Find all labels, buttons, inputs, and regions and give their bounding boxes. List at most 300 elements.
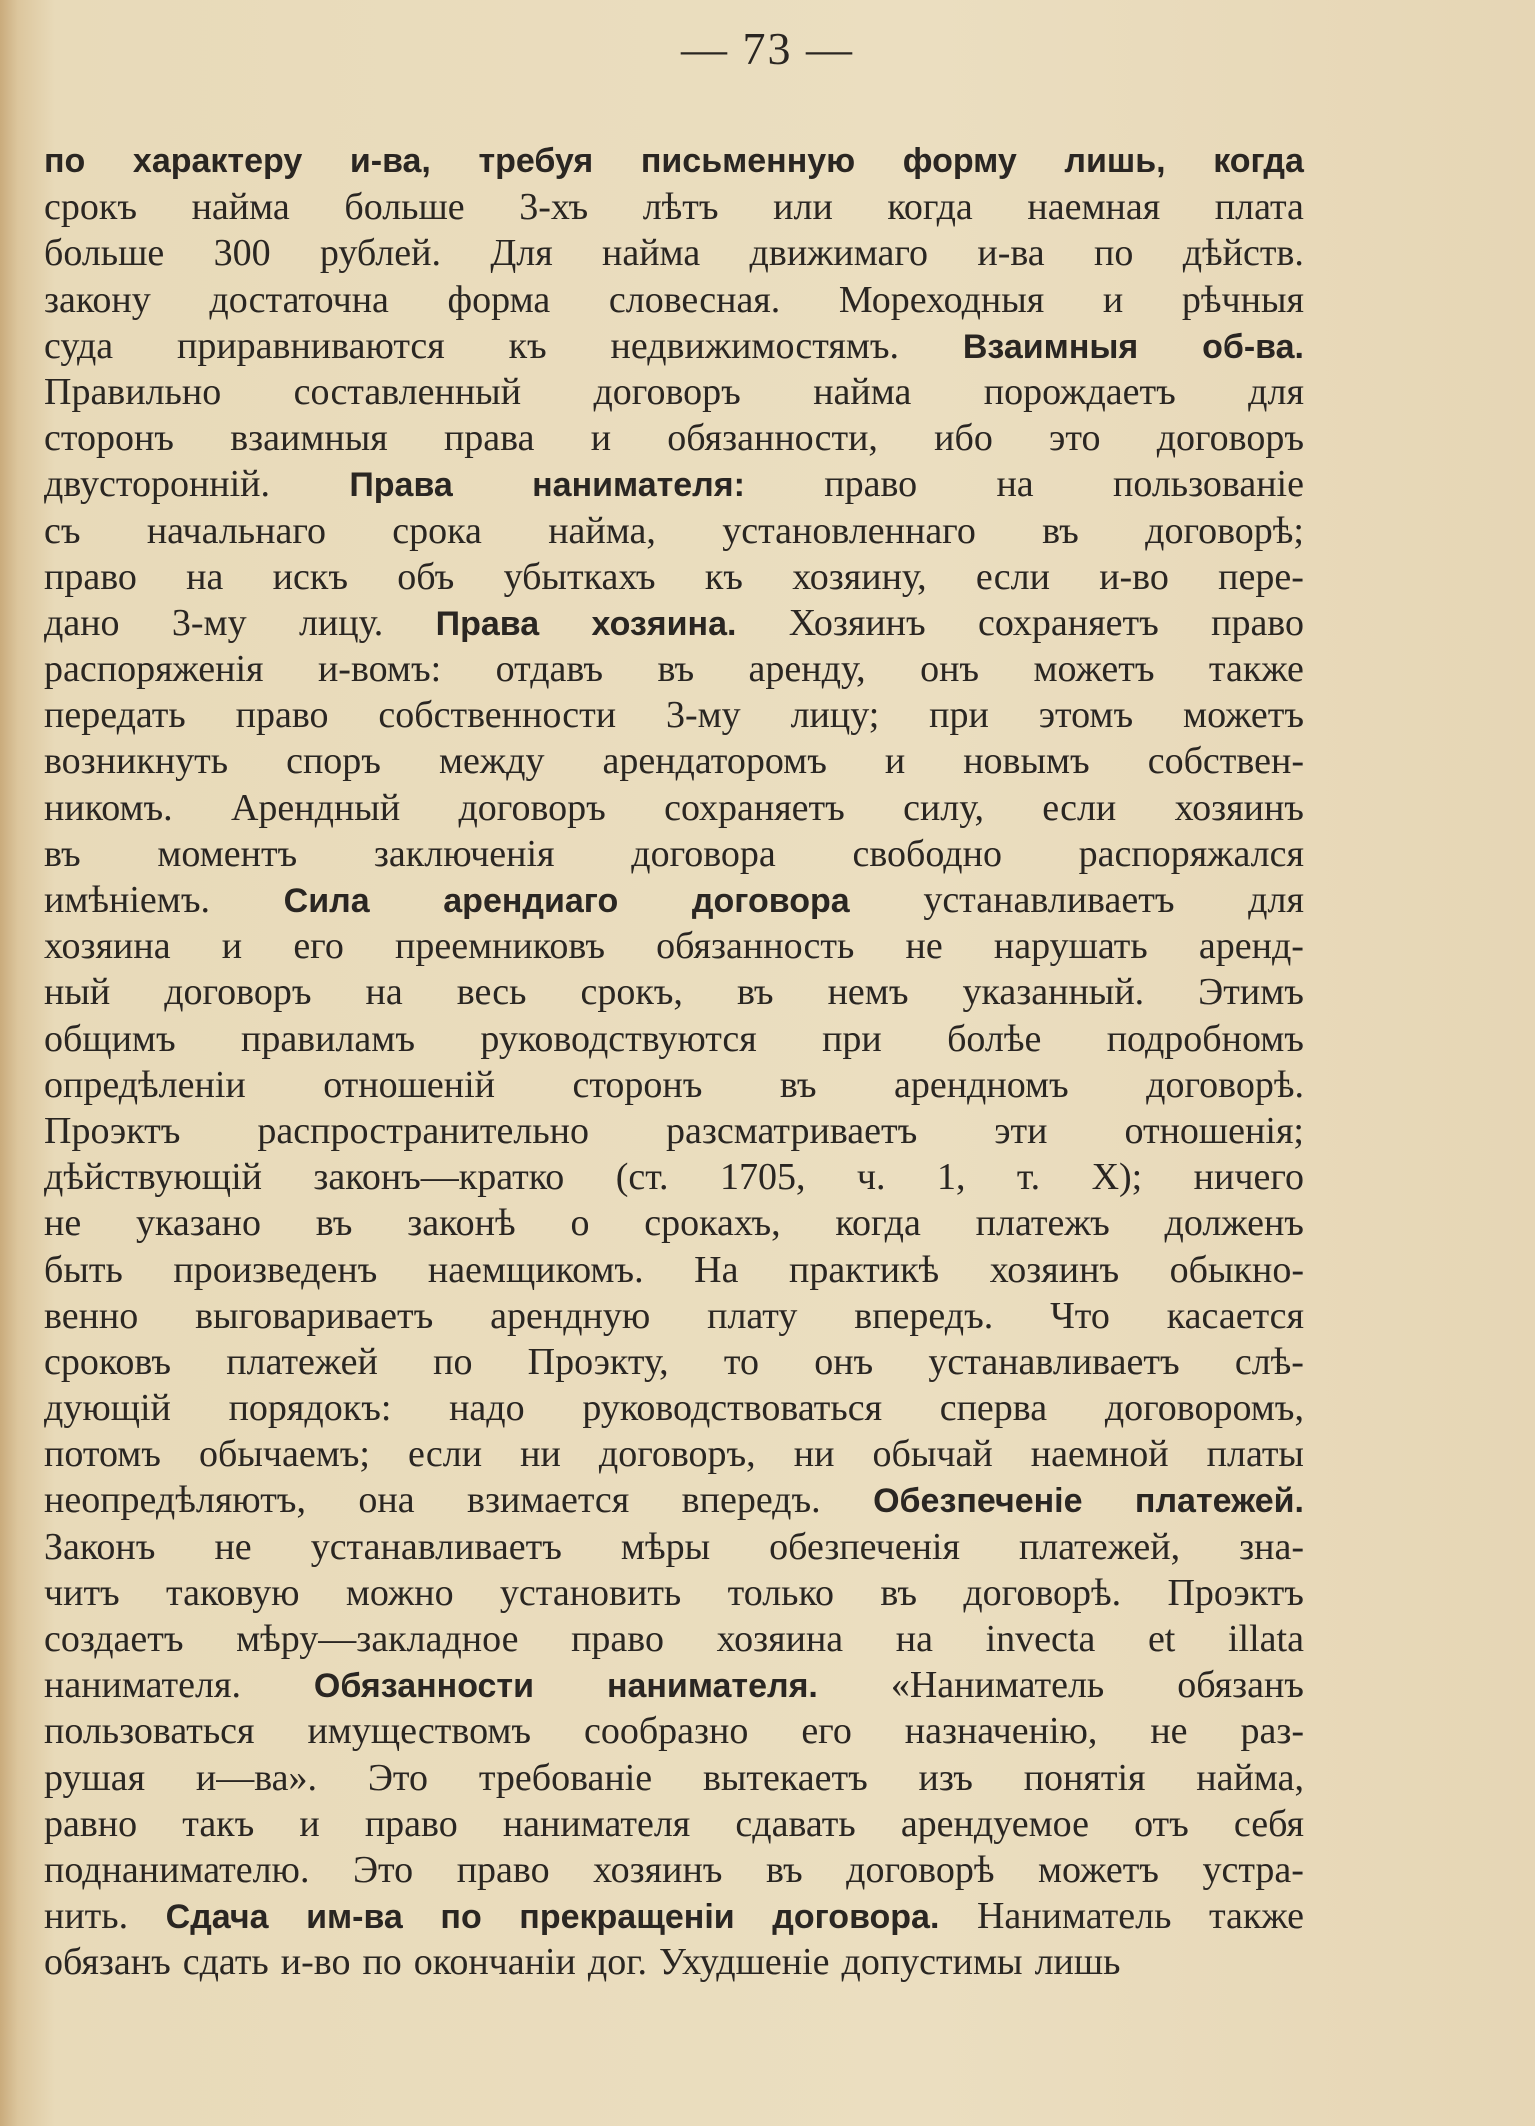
text-word: общимъ xyxy=(44,1017,176,1060)
body-text xyxy=(44,138,1304,1986)
text-word: когда xyxy=(835,1202,921,1245)
text-word: можетъ xyxy=(1037,1848,1159,1891)
text-word: также xyxy=(1208,1895,1304,1938)
text-line xyxy=(44,138,1304,184)
text-word: такъ xyxy=(182,1802,255,1845)
text-word: сообразно xyxy=(583,1710,749,1753)
text-line xyxy=(44,1293,1304,1339)
text-line xyxy=(44,969,1304,1015)
text-word: хозяинъ xyxy=(593,1848,723,1891)
text-word: арендуемое xyxy=(900,1802,1089,1845)
text-word: отдавъ xyxy=(495,648,604,691)
text-word: венно xyxy=(44,1294,139,1337)
text-word: 3-му xyxy=(665,694,741,737)
text-word: въ xyxy=(657,648,695,691)
text-word: слѣ- xyxy=(1234,1340,1304,1383)
text-word: при xyxy=(822,1017,882,1060)
text-word: эти xyxy=(994,1109,1048,1152)
text-line xyxy=(44,554,1304,600)
text-word: дѣйств. xyxy=(1182,232,1304,275)
text-word: Законъ xyxy=(44,1525,156,1568)
text-line xyxy=(44,230,1304,276)
text-word: Для xyxy=(490,232,553,275)
text-word: Арендный xyxy=(230,786,401,829)
bold-heading-word: Сила xyxy=(283,882,370,920)
text-word: и xyxy=(1102,278,1124,321)
text-word: форма xyxy=(447,278,551,321)
text-word: право xyxy=(235,694,329,737)
page-number: — 73 — xyxy=(681,23,854,74)
text-word: установленнаго xyxy=(722,509,976,552)
text-word: весь xyxy=(456,971,527,1014)
text-word: раз- xyxy=(1240,1710,1304,1753)
text-word: мѣры xyxy=(620,1525,711,1568)
text-word: рублей. xyxy=(319,232,441,275)
text-word: выговариваетъ xyxy=(195,1294,434,1337)
text-word: арендную xyxy=(490,1294,651,1337)
text-word: Это xyxy=(352,1848,414,1891)
text-word: право xyxy=(571,1618,664,1660)
text-word: достаточна xyxy=(209,278,389,321)
text-word: можетъ xyxy=(1033,648,1155,691)
text-word: равно xyxy=(44,1802,138,1845)
text-word: по xyxy=(1094,232,1134,275)
text-word: или xyxy=(773,186,833,229)
text-word: Наниматель xyxy=(976,1895,1172,1938)
text-word: силу, xyxy=(903,786,984,829)
text-line xyxy=(44,1108,1304,1154)
text-word: Мореходныя xyxy=(838,278,1045,321)
text-word: 3-му xyxy=(171,601,247,644)
text-word: право xyxy=(824,463,918,506)
text-word: въ xyxy=(880,1571,918,1614)
text-word: не xyxy=(1150,1710,1188,1753)
text-word: составленный xyxy=(293,370,522,413)
text-word: распоряженія xyxy=(44,648,264,691)
text-word: то xyxy=(723,1340,759,1383)
text-word: 1705, xyxy=(719,1156,806,1199)
bold-heading-word: нанимателя: xyxy=(532,466,745,505)
text-word: также xyxy=(1208,648,1304,691)
text-word: «Наниматель xyxy=(890,1664,1105,1707)
text-word: договоръ xyxy=(593,370,741,413)
text-word: X); xyxy=(1091,1156,1143,1199)
bold-heading-word: платежей. xyxy=(1134,1482,1304,1521)
text-word: Проэктъ xyxy=(44,1109,181,1152)
text-word: обыкно- xyxy=(1169,1248,1304,1291)
text-line xyxy=(44,369,1304,415)
text-word: обычаемъ; xyxy=(199,1433,370,1476)
text-word: порождаетъ xyxy=(983,370,1176,413)
text-word: споръ xyxy=(286,740,381,783)
text-word: неопредѣляютъ, xyxy=(44,1479,306,1522)
text-word: обязанности, xyxy=(667,417,878,460)
text-line xyxy=(44,738,1304,784)
text-word: передать xyxy=(44,694,186,737)
text-word: требованіе xyxy=(478,1756,653,1799)
text-word: можетъ xyxy=(1183,694,1304,737)
text-line xyxy=(44,831,1304,877)
text-word: дѣйствующій xyxy=(44,1156,262,1199)
text-line xyxy=(44,1708,1304,1754)
text-word: обязанъ xyxy=(1177,1664,1304,1707)
text-word: Что xyxy=(1050,1294,1110,1337)
text-word: двусторонній. xyxy=(44,463,271,506)
text-line xyxy=(44,692,1304,738)
text-word: если xyxy=(975,555,1050,598)
text-word: арендномъ xyxy=(893,1063,1069,1106)
text-word: это xyxy=(1049,417,1101,460)
text-line xyxy=(44,323,1304,369)
text-word: имуществомъ xyxy=(307,1710,532,1753)
text-line xyxy=(44,461,1304,507)
text-line xyxy=(44,646,1304,692)
text-word: найма, xyxy=(548,509,656,552)
text-line xyxy=(44,508,1304,554)
text-line xyxy=(44,1524,1304,1570)
text-word: право xyxy=(364,1802,458,1845)
text-word: быть xyxy=(44,1248,123,1291)
text-word: о xyxy=(570,1202,590,1245)
text-word: можно xyxy=(345,1571,454,1614)
text-word: если xyxy=(1042,786,1117,829)
bold-heading-word: договора. xyxy=(772,1898,940,1937)
bold-heading-word: Обязанности xyxy=(313,1667,534,1706)
text-line xyxy=(44,785,1304,831)
text-word: нанимателя xyxy=(502,1802,691,1845)
text-word: нанимателя. xyxy=(44,1664,241,1707)
bold-heading-word: арендиаго xyxy=(443,882,619,920)
text-word: 1, xyxy=(936,1156,966,1199)
text-word: и-ва xyxy=(977,232,1045,275)
text-word: ибо xyxy=(934,417,993,460)
text-word: найма, xyxy=(1196,1756,1304,1799)
text-word: порядокъ: xyxy=(228,1387,392,1430)
bold-heading-word: договора xyxy=(691,882,850,920)
text-word: сдавать xyxy=(735,1802,856,1845)
text-word: собственности xyxy=(378,694,617,737)
text-word: отношеній xyxy=(323,1063,495,1106)
text-word: болѣе xyxy=(947,1017,1042,1060)
text-line xyxy=(44,1247,1304,1293)
text-word: подробномъ xyxy=(1106,1017,1304,1060)
text-word: срокъ xyxy=(44,186,137,229)
bold-heading-word: по xyxy=(440,1898,482,1937)
text-line xyxy=(44,877,1304,923)
text-word: дано xyxy=(44,601,120,644)
text-word: обязанность xyxy=(656,925,855,968)
text-word: т. xyxy=(1016,1156,1041,1199)
text-line xyxy=(44,600,1304,646)
text-word: ч. xyxy=(856,1156,886,1199)
text-word: въ xyxy=(779,1063,817,1106)
text-word: собствен- xyxy=(1147,740,1304,783)
text-word: плату xyxy=(707,1294,798,1337)
bold-heading-word: Права xyxy=(349,466,453,505)
text-word: допустимы xyxy=(841,1941,1023,1984)
text-word: и-во xyxy=(1099,555,1169,598)
bold-heading-word: им-ва xyxy=(306,1898,403,1937)
bold-heading-word: хозяина. xyxy=(591,604,737,643)
text-line xyxy=(44,415,1304,461)
text-word: для xyxy=(1248,370,1304,413)
text-line xyxy=(44,1477,1304,1523)
text-word: лѣтъ xyxy=(642,186,719,229)
text-word: въ xyxy=(315,1202,353,1245)
text-word: не xyxy=(905,925,943,968)
text-word: договорѣ; xyxy=(1145,509,1304,552)
text-word: пере- xyxy=(1218,555,1304,598)
text-word: найма xyxy=(191,186,290,229)
text-word: и xyxy=(299,1802,320,1845)
text-word: срокъ, xyxy=(580,971,683,1014)
text-word: договорѣ. xyxy=(963,1571,1122,1614)
text-line xyxy=(44,1939,1304,1985)
text-word: сторонъ xyxy=(44,417,174,460)
text-word: illata xyxy=(1227,1618,1304,1660)
text-word: На xyxy=(694,1248,739,1291)
text-word: и xyxy=(221,925,243,968)
text-word: дующій xyxy=(44,1387,171,1430)
text-word: имѣніемъ. xyxy=(44,879,210,921)
text-word: лишь xyxy=(1034,1941,1121,1984)
text-word: наемная xyxy=(1027,186,1161,229)
text-word: новымъ xyxy=(963,740,1090,783)
text-word: договорѣ. xyxy=(1146,1063,1304,1106)
text-word: въ xyxy=(44,832,81,875)
text-line xyxy=(44,1339,1304,1385)
text-word: лицу. xyxy=(298,601,384,644)
text-word: (ст. xyxy=(615,1156,669,1199)
text-word: нарушать xyxy=(993,925,1148,968)
text-word: не xyxy=(44,1202,82,1245)
text-word: законѣ xyxy=(407,1202,516,1245)
text-word: срока xyxy=(392,509,482,552)
text-line xyxy=(44,1431,1304,1477)
text-word: къ xyxy=(508,324,547,367)
text-line xyxy=(44,1385,1304,1431)
text-word: указанный. xyxy=(962,971,1145,1014)
text-word: обязанъ xyxy=(44,1941,171,1984)
text-word: аренд- xyxy=(1198,925,1304,968)
text-line xyxy=(44,1570,1304,1616)
text-word: ничего xyxy=(1193,1156,1304,1199)
bold-heading-word: и-ва, xyxy=(349,142,431,180)
bold-heading-word: письменную xyxy=(640,142,856,180)
text-word: взаимныя xyxy=(230,417,388,460)
text-word: недвижимостямъ. xyxy=(610,324,900,367)
text-word: правиламъ xyxy=(240,1017,415,1060)
text-word: и—ва». xyxy=(195,1756,318,1799)
bold-heading-word: Обезпеченіе xyxy=(873,1482,1083,1521)
text-word: таковую xyxy=(166,1571,300,1614)
text-word: его xyxy=(293,925,344,968)
text-word: хозяинъ xyxy=(989,1248,1120,1291)
text-line xyxy=(44,1893,1304,1939)
text-word: на xyxy=(996,463,1034,506)
text-word: убыткахъ xyxy=(503,555,656,598)
text-word: установить xyxy=(499,1571,682,1614)
text-word: найма xyxy=(602,232,701,275)
text-word: суда xyxy=(44,324,114,367)
bold-heading-word: лишь, xyxy=(1064,142,1166,180)
text-word: и-во xyxy=(280,1941,351,1984)
text-word: читъ xyxy=(44,1571,120,1614)
text-word: et xyxy=(1147,1618,1176,1660)
text-word: надо xyxy=(449,1387,525,1430)
text-word: пользованіе xyxy=(1112,463,1304,506)
text-word: потомъ xyxy=(44,1433,161,1476)
text-word: пользоваться xyxy=(44,1710,255,1753)
text-word: право xyxy=(1211,601,1304,644)
bold-heading-word: по xyxy=(44,142,86,180)
text-word: въ xyxy=(765,1848,803,1891)
text-word: если xyxy=(408,1433,483,1476)
text-word: устанавливаетъ xyxy=(928,1340,1180,1383)
text-word: приравниваются xyxy=(176,324,445,367)
text-line xyxy=(44,1616,1304,1662)
text-word: устра- xyxy=(1202,1848,1304,1891)
text-word: хозяина xyxy=(716,1618,844,1660)
text-word: взимается xyxy=(467,1479,630,1522)
text-word: указано xyxy=(136,1202,261,1245)
text-word: договора xyxy=(631,832,776,875)
text-word: окончаніи xyxy=(413,1941,576,1984)
text-word: наемщикомъ. xyxy=(427,1248,644,1291)
text-word: движимаго xyxy=(749,232,929,275)
text-word: найма xyxy=(813,370,912,413)
text-word: ни xyxy=(520,1433,561,1476)
bold-heading-word: Взаимныя xyxy=(962,327,1139,366)
text-word: право xyxy=(456,1848,550,1891)
text-word: онъ xyxy=(920,648,980,691)
text-word: больше xyxy=(44,232,165,275)
text-word: она xyxy=(358,1479,415,1522)
text-word: вытекаетъ xyxy=(702,1756,868,1799)
text-line xyxy=(44,277,1304,323)
text-word: лицу; xyxy=(790,694,880,737)
text-word: назначенію, xyxy=(904,1710,1098,1753)
text-word: между xyxy=(438,740,545,783)
text-word: сохраняетъ xyxy=(664,786,845,829)
text-word: съ xyxy=(44,509,81,552)
bold-heading-word: Сдача xyxy=(165,1898,269,1937)
text-word: закону xyxy=(44,278,151,321)
text-word: искъ xyxy=(272,555,348,598)
text-word: разсматриваетъ xyxy=(666,1109,918,1152)
text-word: распоряжался xyxy=(1078,832,1304,875)
text-word: зна- xyxy=(1239,1525,1304,1568)
text-word: Хозяинъ xyxy=(788,601,926,644)
text-word: по xyxy=(362,1941,402,1984)
text-word: никомъ. xyxy=(44,786,173,829)
bold-heading-word: нанимателя. xyxy=(606,1667,818,1706)
text-word: Этимъ xyxy=(1198,971,1304,1014)
bold-heading-word: требуя xyxy=(478,142,594,180)
text-word: поднанимателю. xyxy=(44,1848,310,1891)
text-word: немъ xyxy=(827,971,909,1014)
text-line xyxy=(44,1755,1304,1801)
text-word: обезпеченія xyxy=(769,1525,960,1568)
text-word: впередъ. xyxy=(681,1479,821,1522)
text-word: дог. xyxy=(587,1941,648,1984)
text-word: возникнуть xyxy=(44,740,229,783)
text-word: создаетъ xyxy=(44,1618,184,1660)
text-word: 300 xyxy=(213,232,271,275)
text-word: касается xyxy=(1166,1294,1304,1337)
text-word: платежей xyxy=(226,1340,378,1383)
text-word: сдать xyxy=(182,1941,269,1984)
text-word: руководствуются xyxy=(480,1017,757,1060)
text-word: платы xyxy=(1206,1433,1304,1476)
bold-heading-word: Права xyxy=(435,604,540,643)
text-word: invecta xyxy=(985,1618,1096,1660)
text-word: больше xyxy=(344,186,465,229)
text-line xyxy=(44,1662,1304,1708)
text-word: онъ xyxy=(814,1340,874,1383)
text-word: на xyxy=(186,555,224,598)
text-line xyxy=(44,184,1304,230)
text-word: платежъ xyxy=(975,1202,1110,1245)
text-word: и-вомъ: xyxy=(317,648,442,691)
text-word: устанавливаетъ xyxy=(923,879,1175,921)
text-word: Проэкту, xyxy=(527,1340,669,1383)
text-word: аренду, xyxy=(748,648,866,691)
text-word: на xyxy=(895,1618,933,1660)
text-word: хозяинъ xyxy=(1174,786,1304,829)
text-word: срокахъ, xyxy=(644,1202,781,1245)
text-word: договоромъ, xyxy=(1104,1387,1304,1430)
text-word: рушая xyxy=(44,1756,146,1799)
text-line xyxy=(44,1062,1304,1108)
text-word: когда xyxy=(887,186,973,229)
text-word: Ухудшеніе xyxy=(659,1941,830,1984)
text-line xyxy=(44,1154,1304,1200)
text-word: платежей, xyxy=(1018,1525,1181,1568)
text-word: и xyxy=(590,417,612,460)
text-word: изъ xyxy=(918,1756,973,1799)
text-word: ный xyxy=(44,971,111,1014)
text-word: свободно xyxy=(852,832,1002,875)
text-word: моментъ xyxy=(157,832,298,875)
text-line xyxy=(44,1200,1304,1246)
text-word: рѣчныя xyxy=(1181,278,1304,321)
text-word: этомъ xyxy=(1038,694,1134,737)
text-word: и xyxy=(884,740,906,783)
text-word: нить. xyxy=(44,1895,129,1938)
text-word: договорѣ xyxy=(846,1848,995,1891)
text-word: въ xyxy=(1042,509,1079,552)
text-word: распространительно xyxy=(257,1109,590,1152)
text-word: преемниковъ xyxy=(395,925,605,968)
text-word: заключенія xyxy=(373,832,555,875)
text-word: обычай xyxy=(872,1433,993,1476)
text-word: объ xyxy=(397,555,455,598)
text-word: отъ xyxy=(1134,1802,1189,1845)
text-word: договоръ xyxy=(458,786,606,829)
text-word: сохраняетъ xyxy=(978,601,1159,644)
text-word: мѣру—закладное xyxy=(236,1618,519,1660)
text-word: его xyxy=(801,1710,852,1753)
text-word: начальнаго xyxy=(146,509,326,552)
text-line xyxy=(44,1801,1304,1847)
text-word: договоръ xyxy=(164,971,312,1014)
text-word: по xyxy=(433,1340,473,1383)
bold-heading-word: об-ва. xyxy=(1202,327,1304,366)
text-word: руководствоваться xyxy=(582,1387,883,1430)
text-word: сроковъ xyxy=(44,1340,172,1383)
text-word: къ xyxy=(704,555,743,598)
